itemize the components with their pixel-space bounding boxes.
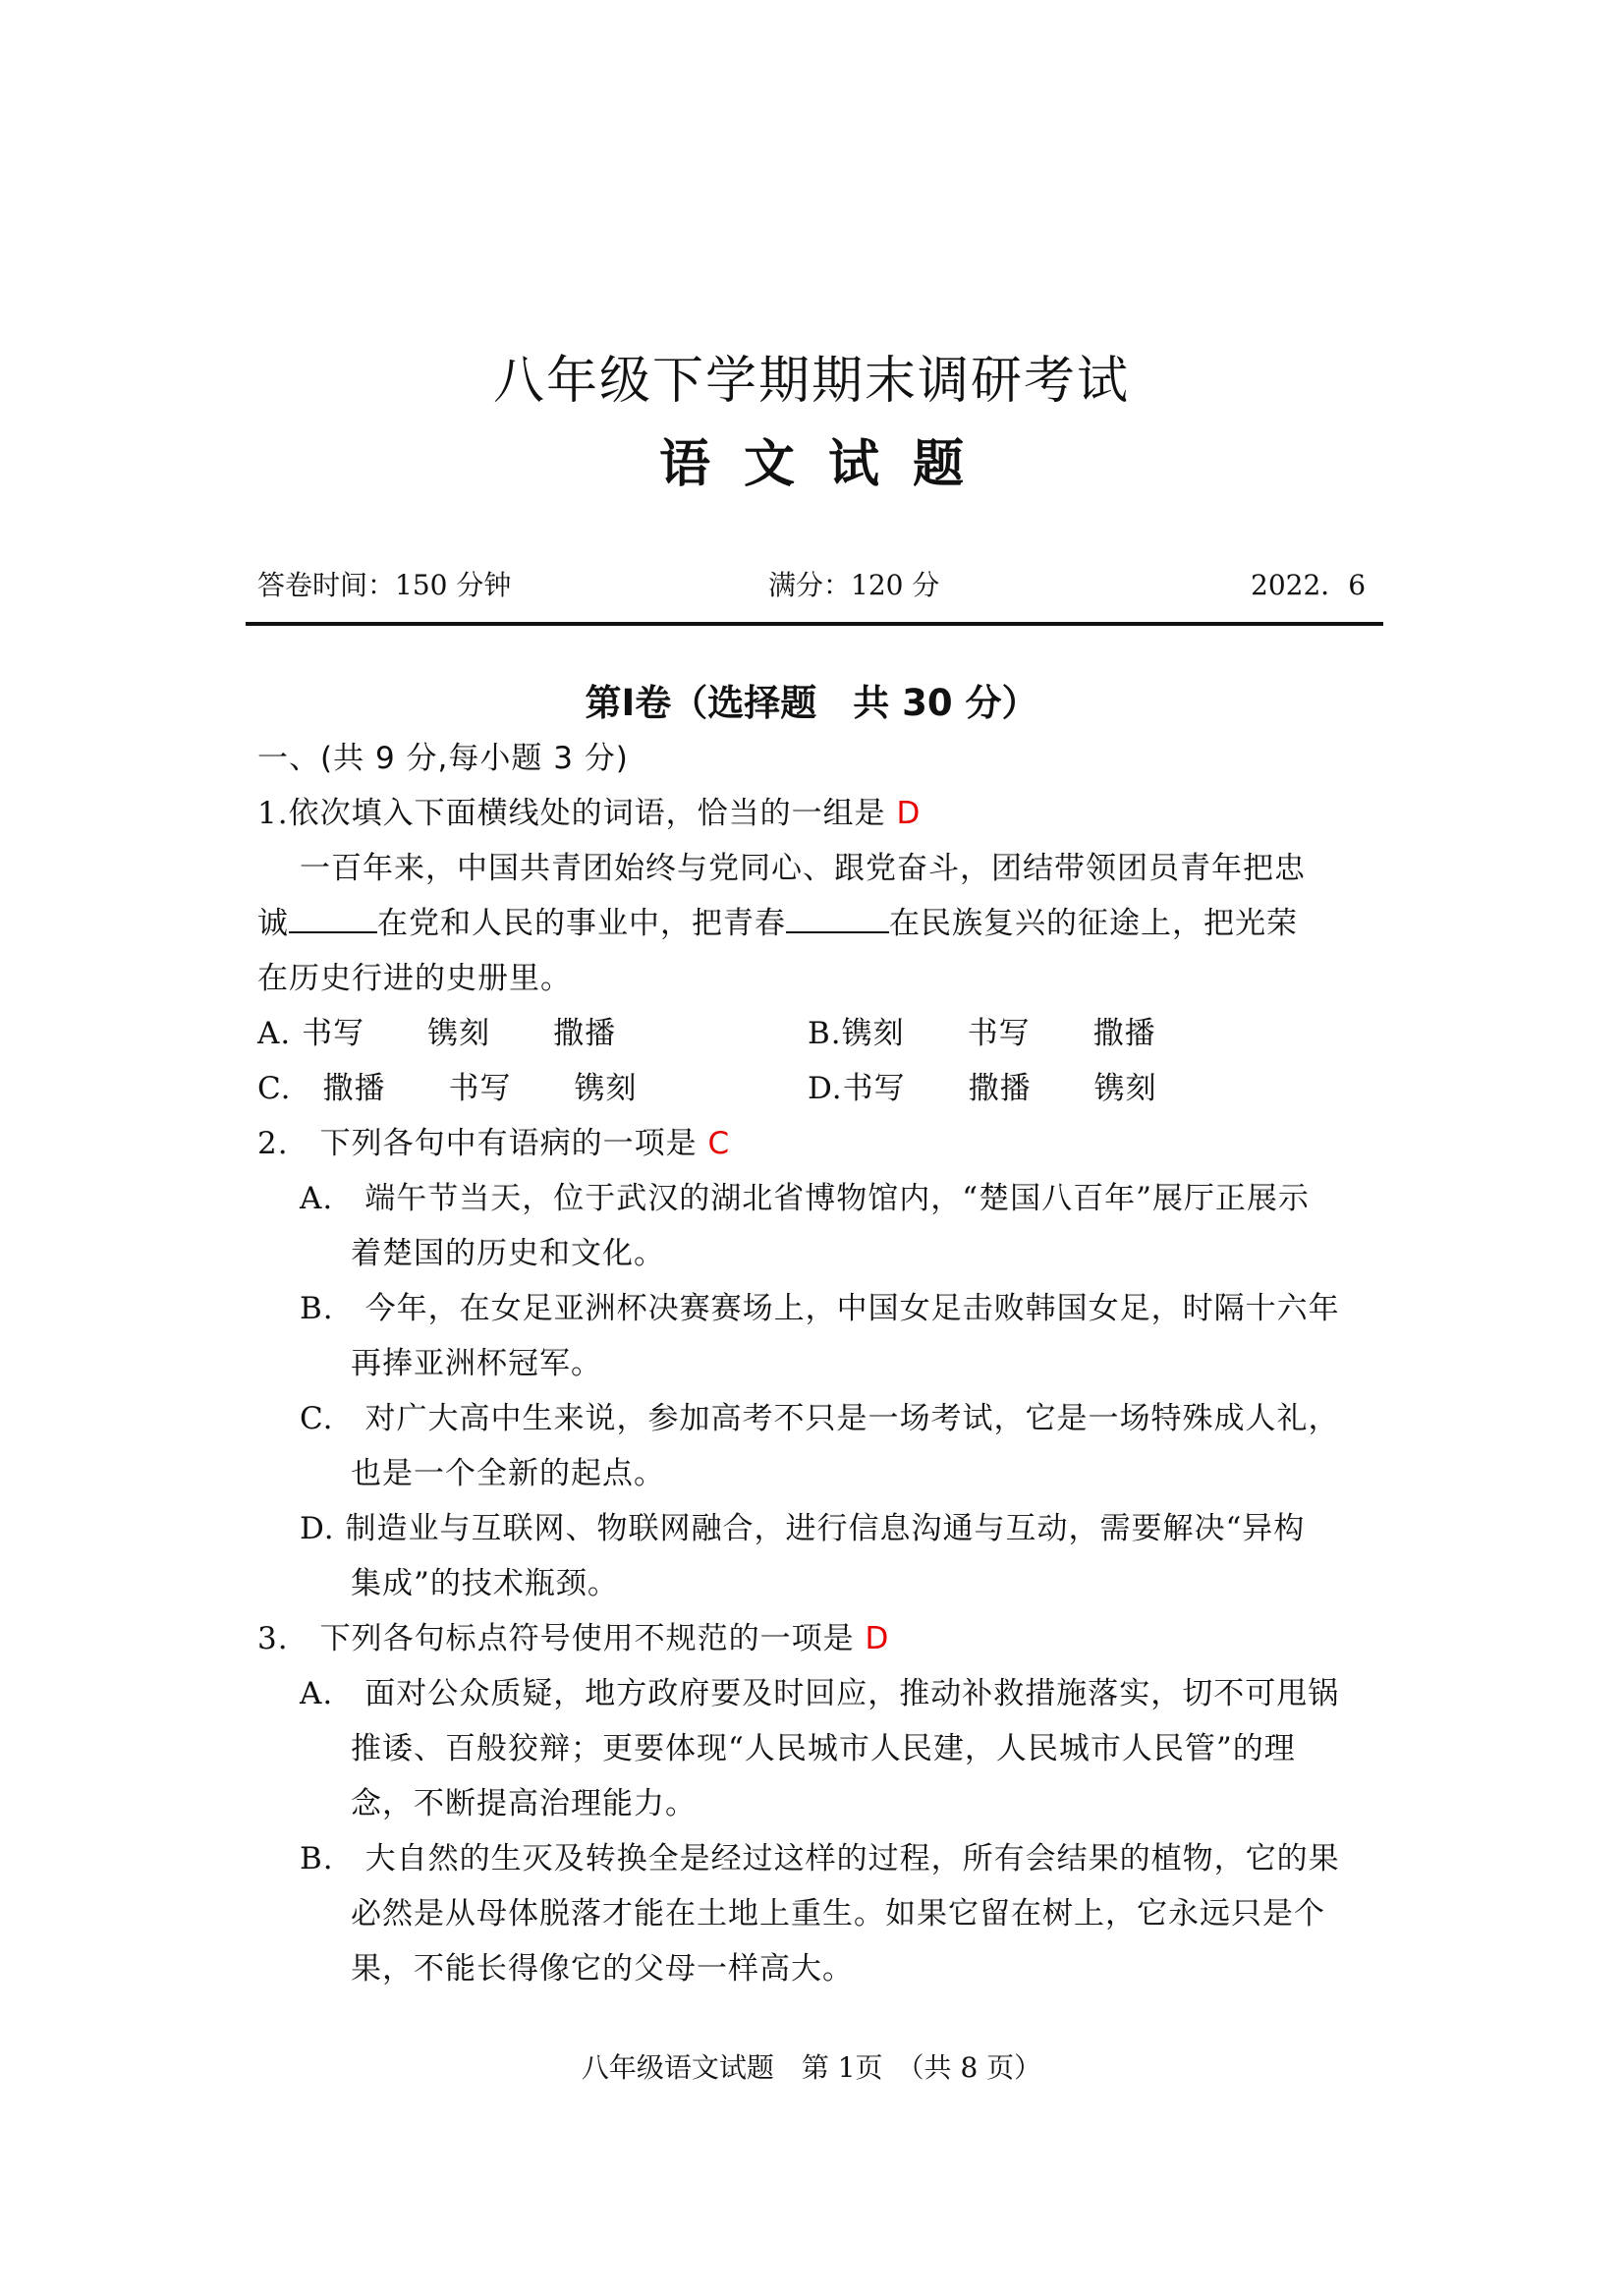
- full-score: 满分：120 分: [768, 569, 940, 601]
- q1-passage-text-b: 在党和人民的事业中，把青春: [377, 906, 786, 941]
- question-2-stem: [257, 1118, 730, 1162]
- exam-title: 八年级下学期期末调研考试: [492, 352, 1130, 411]
- q1-passage-text-c: 在民族复兴的征途上，把光荣: [889, 906, 1298, 941]
- part-heading: 一、(共 9 分,每小题 3 分): [257, 741, 629, 776]
- exam-time: 答卷时间：150 分钟: [257, 569, 512, 601]
- q1-passage-line-1: 一百年来，中国共青团始终与党同心、跟党奋斗，团结带领团员青年把忠: [300, 851, 1306, 886]
- fill-blank-2: [786, 906, 889, 933]
- question-2-text: 2. 下列各句中有语病的一项是: [257, 1126, 708, 1161]
- q2-option-b-line-1: B. 今年，在女足亚洲杯决赛赛场上，中国女足击败韩国女足，时隔十六年: [300, 1291, 1340, 1326]
- fill-blank-1: [289, 906, 377, 933]
- q1-option-b: B.镌刻 书写 撒播: [808, 1016, 1156, 1051]
- question-1-answer: D: [896, 796, 922, 831]
- question-1-stem: [257, 788, 921, 832]
- question-3-stem: [257, 1613, 889, 1657]
- q2-option-b-line-2: 再捧亚洲杯冠军。: [351, 1346, 602, 1381]
- question-1-text: 1.依次填入下面横线处的词语，恰当的一组是: [257, 796, 897, 831]
- q2-option-a-line-1: A. 端午节当天，位于武汉的湖北省博物馆内，“楚国八百年”展厅正展示: [300, 1181, 1310, 1216]
- header-divider: [246, 622, 1383, 626]
- q1-option-d: D.书写 撒播 镌刻: [808, 1071, 1157, 1106]
- q1-option-a: A. 书写 镌刻 撒播: [257, 1016, 617, 1051]
- q1-passage-text-a: 诚: [257, 906, 289, 941]
- q3-option-b-line-3: 果，不能长得像它的父母一样高大。: [351, 1951, 854, 1987]
- q3-option-a-line-2: 推诿、百般狡辩；更要体现“人民城市人民建，人民城市人民管”的理: [351, 1731, 1296, 1766]
- q3-option-b-line-2: 必然是从母体脱落才能在土地上重生。如果它留在树上，它永远只是个: [351, 1896, 1325, 1932]
- exam-date: 2022．6: [1251, 569, 1367, 601]
- q3-option-b-line-1: B. 大自然的生灭及转换全是经过这样的过程，所有会结果的植物，它的果: [300, 1841, 1340, 1876]
- page-footer: 八年级语文试题 第 1页 （共 8 页）: [581, 2051, 1042, 2084]
- q2-option-c-line-2: 也是一个全新的起点。: [351, 1456, 665, 1491]
- subject-title: 语文试题: [658, 434, 997, 494]
- question-3-text: 3. 下列各句标点符号使用不规范的一项是: [257, 1621, 866, 1656]
- section-heading: 第Ⅰ卷（选择题 共 30 分）: [585, 682, 1038, 724]
- q1-passage-line-2: [257, 898, 1298, 942]
- q2-option-c-line-1: C. 对广大高中生来说，参加高考不只是一场考试，它是一场特殊成人礼，: [300, 1401, 1340, 1436]
- q3-option-a-line-3: 念，不断提高治理能力。: [351, 1786, 697, 1821]
- q1-option-c: C. 撒播 书写 镌刻: [257, 1071, 638, 1106]
- q2-option-a-line-2: 着楚国的历史和文化。: [351, 1236, 665, 1271]
- question-3-answer: D: [865, 1621, 890, 1656]
- q2-option-d-line-1: D. 制造业与互联网、物联网融合，进行信息沟通与互动，需要解决“异构: [300, 1511, 1306, 1546]
- q2-option-d-line-2: 集成”的技术瓶颈。: [351, 1566, 619, 1601]
- q3-option-a-line-1: A. 面对公众质疑，地方政府要及时回应，推动补救措施落实，切不可甩锅: [300, 1676, 1340, 1711]
- question-2-answer: C: [707, 1126, 731, 1161]
- q1-passage-line-3: 在历史行进的史册里。: [257, 961, 572, 996]
